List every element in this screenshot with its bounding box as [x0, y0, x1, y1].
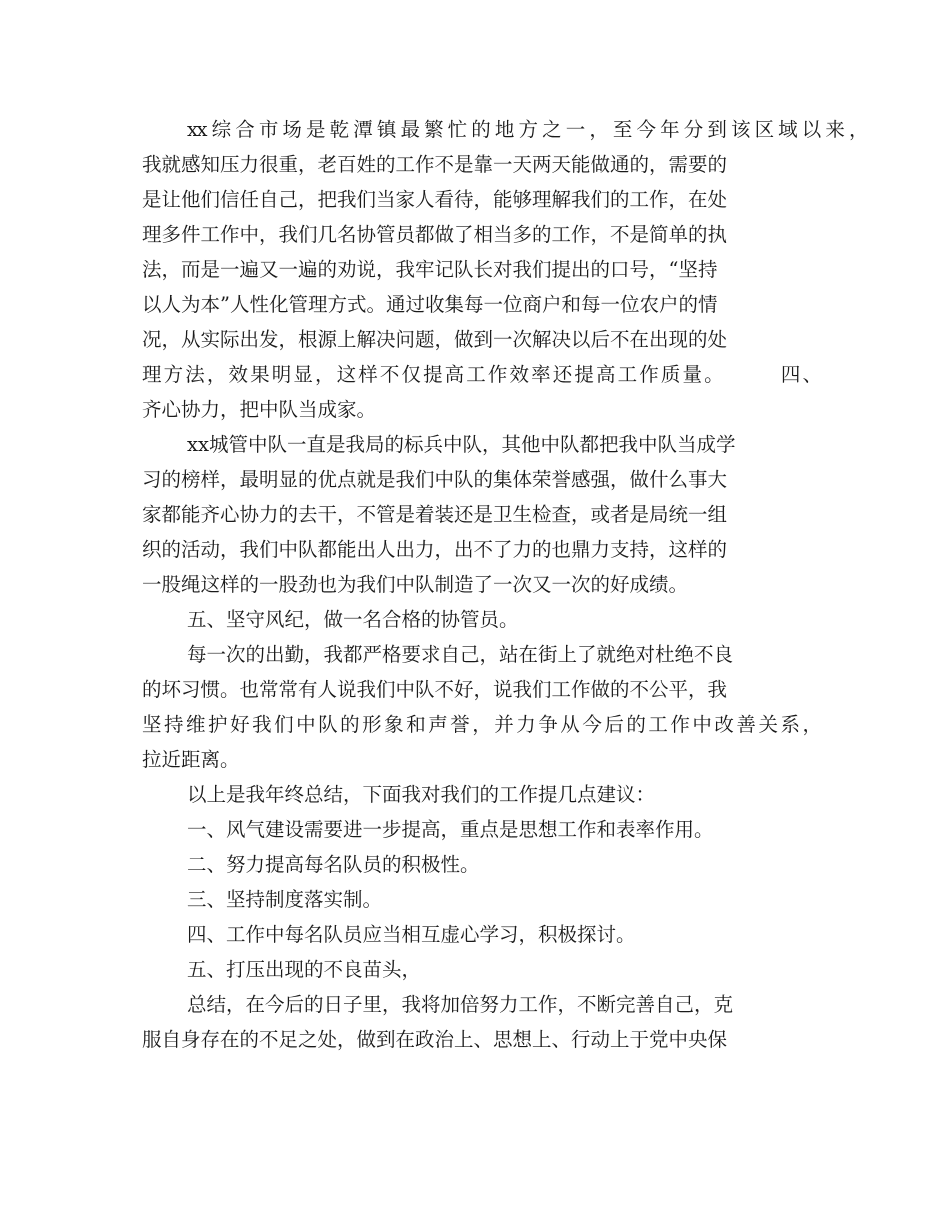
text-line: 是让他们信任自己，把我们当家人看待，能够理解我们的工作，在处 — [142, 188, 728, 211]
text-line: xx综合市场是乾潭镇最繁忙的地方之一，至今年分到该区域以来， — [187, 118, 867, 141]
text-line: 二、努力提高每名队员的积极性。 — [187, 853, 480, 876]
text-line: 理方法，效果明显，这样不仅提高工作效率还提高工作质量。 四、 — [142, 363, 822, 386]
text-line: 家都能齐心协力的去干，不管是着装还是卫生检查，或者是局统一组 — [142, 503, 728, 526]
text-line: 三、坚持制度落实制。 — [187, 888, 383, 911]
text-line: 五、坚守风纪，做一名合格的协管员。 — [187, 608, 519, 631]
text-line: 齐心协力，把中队当成家。 — [142, 398, 377, 421]
text-line: 以人为本”人性化管理方式。通过收集每一位商户和每一位农户的情 — [142, 293, 718, 316]
text-line: 法，而是一遍又一遍的劝说，我牢记队长对我们提出的口号，“坚持 — [142, 258, 718, 281]
text-line: 织的活动，我们中队都能出人出力，出不了力的也鼎力支持，这样的 — [142, 538, 728, 561]
text-line: 理多件工作中，我们几名协管员都做了相当多的工作，不是简单的执 — [142, 223, 728, 246]
text-line: 坚持维护好我们中队的形象和声誉，并力争从今后的工作中改善关系， — [142, 713, 822, 736]
text-line: 一股绳这样的一股劲也为我们中队制造了一次又一次的好成绩。 — [142, 573, 689, 596]
text-line: 习的榜样，最明显的优点就是我们中队的集体荣誉感强，做什么事大 — [142, 468, 728, 491]
text-line: 我就感知压力很重，老百姓的工作不是靠一天两天能做通的，需要的 — [142, 153, 728, 176]
text-line: 服自身存在的不足之处，做到在政治上、思想上、行动上于党中央保 — [142, 1028, 728, 1051]
text-line: 一、风气建设需要进一步提高，重点是思想工作和表率作用。 — [187, 818, 714, 841]
text-line: 五、打压出现的不良苗头， — [187, 958, 422, 981]
text-line: 以上是我年终总结，下面我对我们的工作提几点建议： — [187, 783, 656, 806]
text-line: 况，从实际出发，根源上解决问题，做到一次解决以后不在出现的处 — [142, 328, 728, 351]
text-line: 的坏习惯。也常常有人说我们中队不好，说我们工作做的不公平，我 — [142, 678, 728, 701]
document-body — [142, 112, 867, 1057]
text-line: 每一次的出勤，我都严格要求自己，站在街上了就绝对杜绝不良 — [187, 643, 734, 666]
text-line: xx城管中队一直是我局的标兵中队，其他中队都把我中队当成学 — [187, 433, 736, 456]
text-line: 四、工作中每名队员应当相互虚心学习，积极探讨。 — [187, 923, 636, 946]
text-line: 拉近距离。 — [142, 748, 240, 771]
text-line: 总结，在今后的日子里，我将加倍努力工作，不断完善自己，克 — [187, 993, 734, 1016]
